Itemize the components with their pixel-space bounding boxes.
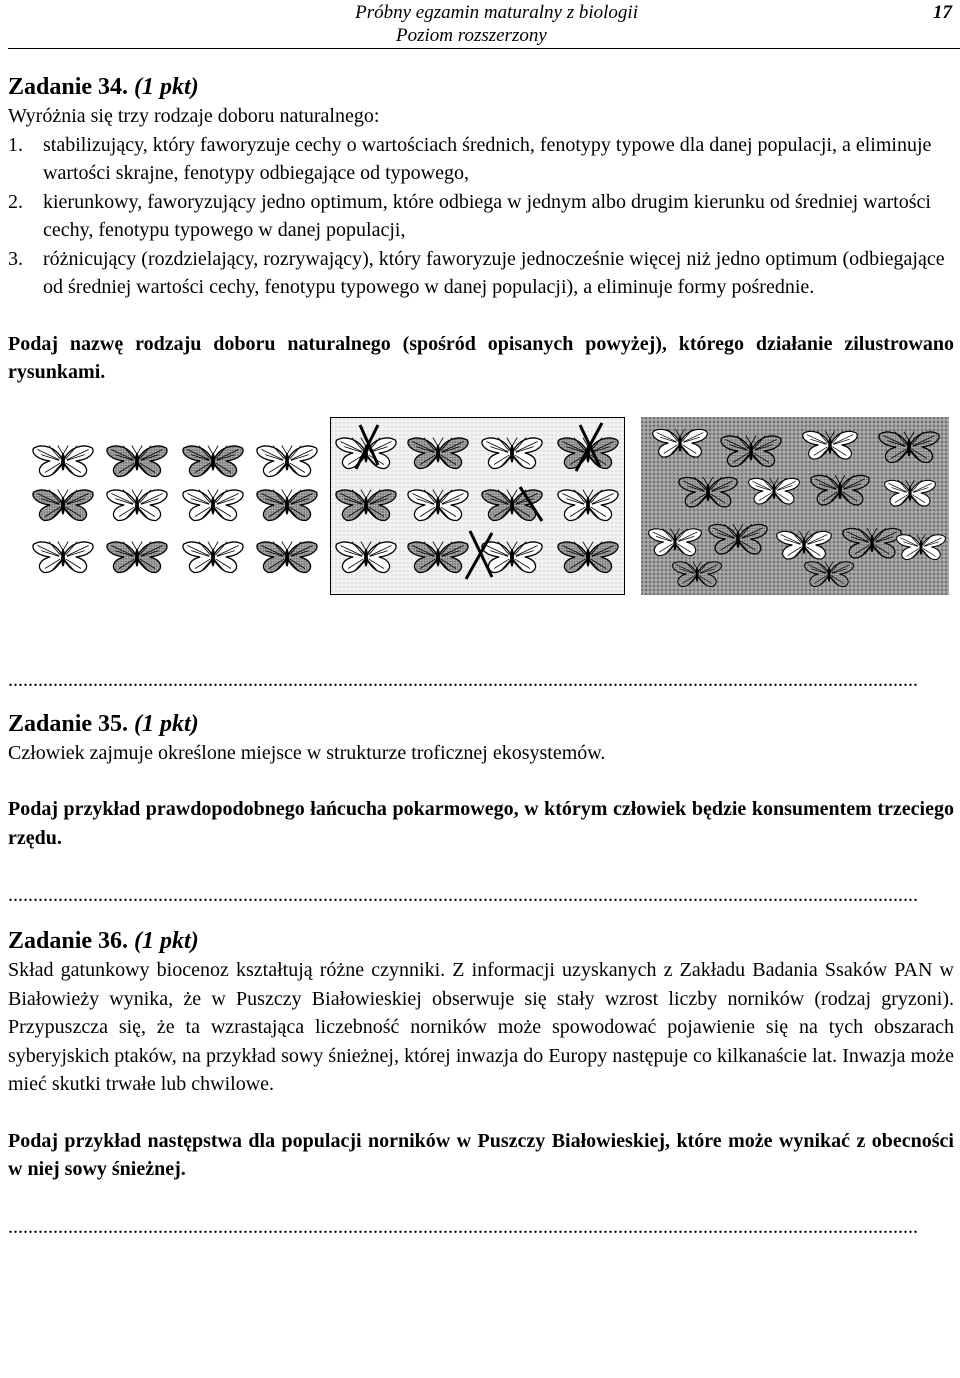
task-34-instruction: Podaj nazwę rodzaju doboru naturalnego (spośród opisanych powyżej), którego działanie zilustrowano rysunkami.: [8, 332, 954, 383]
task-34-intro: Wyróżnia się trzy rodzaje doboru naturalnego:: [8, 105, 380, 127]
list-item-text: kierunkowy, faworyzujący jedno optimum, które odbiega w jednym albo drugim kierunku od średniej wartości cechy, fenotypu typowego w danej populacji,: [43, 190, 931, 241]
task-34-answer-line[interactable]: ......................................................................................................................................................................................: [8, 668, 918, 691]
exam-title: Próbny egzamin maturalny z biologii: [355, 2, 638, 23]
list-item-text: stabilizujący, który faworyzuje cechy o wartościach średnich, fenotypy typowe dla danej populacji, a eliminuje wartości skrajne, fenotypy odbiegające od typowego,: [43, 133, 932, 184]
task-35: [8, 709, 954, 907]
task-35-answer-line[interactable]: ......................................................................................................................................................................................: [8, 884, 918, 906]
task-35-instruction: Podaj przykład prawdopodobnego łańcucha pokarmowego, w którym człowiek będzie konsumentem trzeciego rzędu.: [8, 798, 954, 849]
task-34-number: Zadanie 34.: [8, 74, 129, 100]
header-rule: [8, 48, 960, 49]
list-item-text: różnicujący (rozdzielający, rozrywający), który faworyzuje jednocześnie więcej niż jedno optimum (odbiegające od średniej wartości cechy, fenotypu typowego w danej populacji), a eliminuje formy pośrednie.: [43, 247, 945, 298]
page-header: [0, 0, 960, 50]
task-36: [8, 926, 954, 1238]
selection-types-list: [8, 131, 954, 302]
task-36-answer-line[interactable]: ......................................................................................................................................................................................: [8, 1215, 918, 1238]
task-34-points: (1 pkt): [134, 74, 199, 100]
list-item: [8, 131, 954, 188]
moth-illustration: [8, 417, 954, 597]
task-35-number: Zadanie 35.: [8, 710, 129, 737]
list-item: [8, 188, 954, 245]
list-item-number: 2.: [8, 190, 23, 213]
moth-panel-3: [641, 417, 949, 595]
task-36-number: Zadanie 36.: [8, 928, 129, 954]
task-34: [8, 72, 954, 691]
moth-panel-2: [330, 417, 625, 595]
task-35-intro: Człowiek zajmuje określone miejsce w strukturze troficznej ekosystemów.: [8, 741, 606, 764]
task-36-intro: Skład gatunkowy biocenoz kształtują różne czynniki. Z informacji uzyskanych z Zakładu Badania Ssaków PAN w Białowieży wynika, że w Puszczy Białowieskiej obserwuje się stały wzrost liczby norników (rodzaj gryzoni). Przypuszcza się, że ta wzrastająca liczebność norników może spowodować pojawienie się na tych obszarach syberyjskich ptaków, na przykład sowy śnieżnej, której inwazja do Europy następuje co kilkanaście lat. Inwazja może mieć skutki trwałe lub chwilowe.: [8, 959, 954, 1095]
exam-level: Poziom rozszerzony: [396, 25, 547, 46]
task-36-points: (1 pkt): [134, 928, 199, 954]
list-item: [8, 245, 954, 302]
list-item-number: 1.: [8, 133, 23, 156]
moth-panel-1: [25, 417, 325, 595]
exam-content: [8, 72, 954, 1238]
list-item-number: 3.: [8, 247, 23, 270]
task-35-points: (1 pkt): [134, 710, 199, 737]
task-34-heading: [8, 72, 954, 102]
task-35-heading: [8, 709, 954, 739]
task-36-heading: [8, 926, 954, 956]
page-number: 17: [933, 2, 952, 23]
task-36-instruction: Podaj przykład następstwa dla populacji norników w Puszczy Białowieskiej, które może wynikać z obecności w niej sowy śnieżnej.: [8, 1129, 954, 1180]
